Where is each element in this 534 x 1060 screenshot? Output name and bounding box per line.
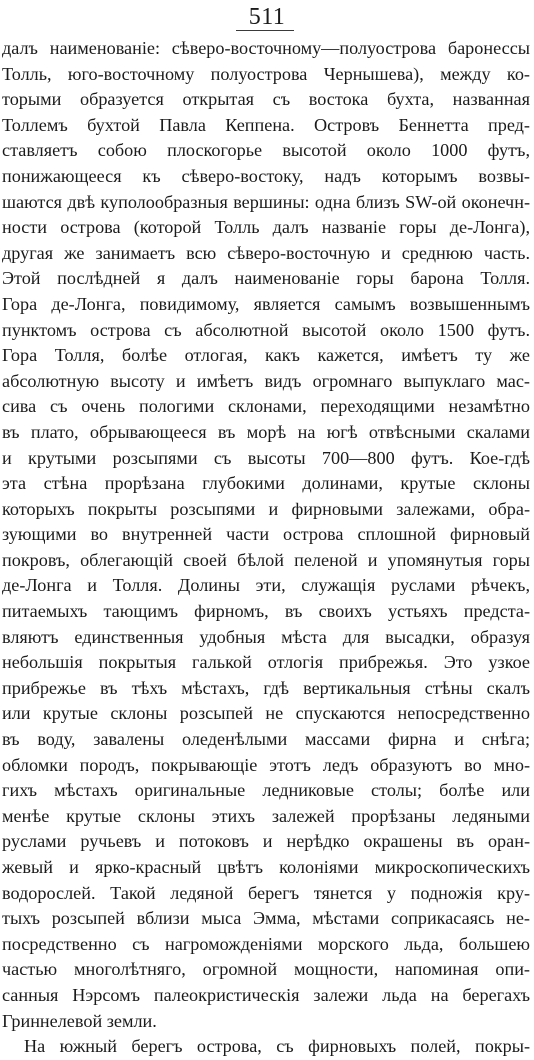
text-line: тыхъ розсыпей вблизи мыса Эмма, мѣстами соприкасаясь не-: [2, 908, 530, 929]
text-line: де-Лонга и Толля. Долины эти, служащія руслами рѣчекъ,: [2, 575, 530, 596]
text-line: Толль, юго-восточному полуострова Чернышева), между ко-: [2, 63, 530, 84]
page-number: 511: [248, 4, 286, 30]
text-line: вляютъ единственныя удобныя мѣста для высадки, образуя: [2, 626, 530, 647]
text-line: зующими во внутренней части острова сплошной фирновый: [2, 524, 530, 545]
text-line: ставляетъ собою плоскогорье высотой около 1000 футъ,: [2, 140, 530, 161]
text-line: обломки породъ, покрывающіе этотъ ледъ образуютъ во мно-: [2, 754, 530, 775]
text-line: сива съ очень пологими склонами, переходящими незамѣтно: [2, 396, 530, 417]
text-line: въ воду, завалены оледенѣлыми массами фирна и снѣга;: [2, 729, 530, 750]
text-line: частью многолѣтняго, огромной мощности, напоминая опи-: [2, 959, 530, 980]
text-line: посредственно съ нагроможденіями морского льда, большею: [2, 933, 530, 954]
body-text: [2, 36, 530, 1060]
text-line: эта стѣна прорѣзана глубокими долинами, крутые склоны: [2, 473, 530, 494]
text-line: Гора Толля, болѣе отлогая, какъ кажется, имѣетъ ту же: [2, 345, 530, 366]
text-line: гихъ мѣстахъ оригинальные ледниковые столы; болѣе или: [2, 780, 530, 801]
text-line: жевый и ярко-красный цвѣтъ колоніями микроскопическихъ: [2, 857, 530, 877]
text-line: водорослей. Такой ледяной берегъ тянется у подножія кру-: [2, 882, 530, 903]
text-line: менѣе крутые склоны этихъ залежей прорѣзаны ледяными: [2, 805, 530, 826]
text-line: торыми образуется открытая съ востока бухта, названная: [2, 89, 530, 110]
text-line: далъ наименованіе: сѣверо-восточному—полуострова баронессы: [2, 38, 530, 58]
text-line: абсолютную высоту и имѣетъ видъ огромнаго выпуклаго мас-: [2, 370, 530, 391]
text-line: и крутыми розсыпями съ высоты 700—800 футъ. Кое-гдѣ: [2, 447, 530, 468]
paragraph-end-line: Гриннелевой земли.: [2, 1010, 157, 1031]
text-line: руслами ручьевъ и потоковъ и нерѣдко окрашены въ оран-: [2, 831, 530, 852]
text-line: ности острова (которой Толль далъ названіе горы де-Лонга),: [2, 217, 530, 238]
text-line: санныя Нэрсомъ палеокристическія залежи льда на берегахъ: [2, 984, 530, 1005]
text-line: прибрежье въ тѣхъ мѣстахъ, гдѣ вертикальныя стѣны скалъ: [2, 677, 530, 698]
text-line: въ плато, обрывающееся въ морѣ на югѣ отвѣсными скалами: [2, 421, 530, 442]
text-line: пунктомъ острова съ абсолютной высотой около 1500 футъ.: [2, 319, 530, 340]
text-line: Толлемъ бухтой Павла Кеппена. Островъ Беннетта пред-: [2, 114, 530, 135]
text-line: или крутые склоны розсыпей не спускаются непосредственно: [2, 703, 530, 724]
paragraph-start-line: На южный берегъ острова, съ фирновыхъ полей, покры-: [24, 1036, 530, 1057]
text-line: Гора де-Лонга, повидимому, является самымъ возвышеннымъ: [2, 293, 530, 314]
text-line: небольшія покрытыя галькой отлогія прибрежья. Это узкое: [2, 652, 530, 673]
text-line: Этой послѣдней я далъ наименованіе горы барона Толля.: [2, 268, 530, 289]
text-line: покровъ, облегающій своей бѣлой пеленой и упомянутыя горы: [2, 549, 530, 570]
text-line: другая же занимаетъ всю сѣверо-восточную и среднюю часть.: [2, 242, 530, 263]
text-line: которыхъ покрыты розсыпями и фирновыми залежами, обра-: [2, 498, 530, 519]
text-line: шаются двѣ куполообразныя вершины: одна близъ SW-ой оконечн-: [2, 191, 530, 212]
text-line: понижающееся къ сѣверо-востоку, надъ которымъ возвы-: [2, 165, 530, 186]
text-line: питаемыхъ тающимъ фирномъ, въ своихъ устьяхъ предста-: [2, 601, 530, 622]
header-rule: [236, 30, 294, 31]
